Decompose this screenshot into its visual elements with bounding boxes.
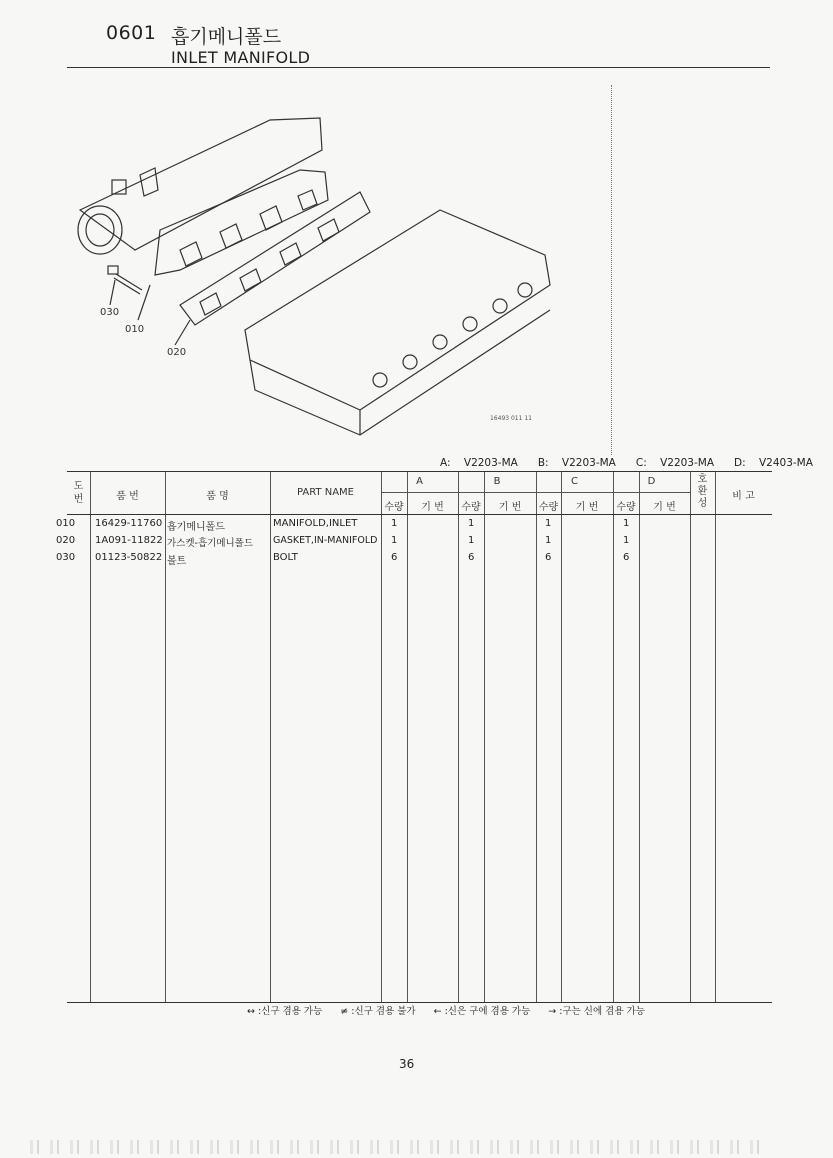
model-d: D: V2403-MA	[734, 457, 813, 469]
col-code-d: 기 번	[653, 502, 676, 513]
callout-020: 020	[167, 347, 187, 358]
page-number: 36	[399, 1057, 415, 1071]
col-code-c: 기 번	[575, 502, 599, 513]
legend-item: ≠ :신구 겸용 불가	[340, 1006, 416, 1017]
cylinder-head-illustration	[245, 210, 550, 435]
section-code: 0601	[106, 22, 157, 44]
section-title-korean: 흡기메니폴드	[171, 26, 282, 48]
legend-item: → :구는 신에 겸용 가능	[548, 1006, 645, 1017]
model-legend	[440, 457, 833, 469]
parts-table: 도 번 품 번 품 명 PART NAME A B C D 수량 기 번 수량 기 번 수량 기 번 수량 기 번 호 환 성 비 고 010 16429-11760 흡기메니폴드 MANIFOLD,INLET 1 1 1 1 020 1A091-11822 가스켓-흡기메니폴드 GASKET,IN-MANIFOLD 1 1 1 1 030 01123-50822 볼트 BOLT 6 6 6 6	[67, 471, 772, 1003]
col-ref-no: 도 번	[73, 481, 84, 505]
col-part-no: 품 번	[116, 491, 139, 502]
legend-item: ← :신은 구에 겸용 가능	[433, 1006, 531, 1017]
col-remarks: 비 고	[732, 491, 755, 502]
col-qty-c: 수량	[538, 502, 559, 513]
col-part-name-kr: 품 명	[206, 491, 229, 502]
drawing-reference: 16493 011 11	[490, 415, 532, 422]
model-c: C: V2203-MA	[635, 457, 715, 469]
col-code-b: 기 번	[498, 502, 522, 513]
col-interchange: 호 환 성	[697, 474, 708, 509]
col-qty-d: 수량	[616, 502, 636, 513]
col-part-name-en: PART NAME	[296, 487, 354, 498]
diagram-divider	[611, 85, 612, 455]
col-qty-a: 수량	[384, 502, 404, 513]
gasket-illustration	[180, 192, 370, 325]
section-title-english: INLET MANIFOLD	[171, 48, 311, 67]
col-qty-b: 수량	[461, 502, 481, 513]
header-rule	[67, 67, 770, 68]
col-group-a: A	[416, 476, 423, 487]
col-code-a: 기 번	[421, 502, 444, 513]
inlet-manifold-illustration	[78, 118, 328, 275]
exploded-parts-diagram	[60, 80, 580, 440]
interchange-legend	[247, 1003, 663, 1017]
col-group-b: B	[493, 476, 501, 487]
col-group-c: C	[571, 476, 578, 487]
scan-artifact	[30, 1140, 770, 1154]
model-a: A: V2203-MA	[440, 457, 518, 469]
legend-item: ↔ :신구 겸용 가능	[247, 1006, 323, 1017]
callout-010: 010	[125, 324, 145, 335]
col-group-d: D	[647, 476, 656, 487]
callout-030: 030	[100, 307, 120, 318]
model-b: B: V2203-MA	[537, 457, 616, 469]
